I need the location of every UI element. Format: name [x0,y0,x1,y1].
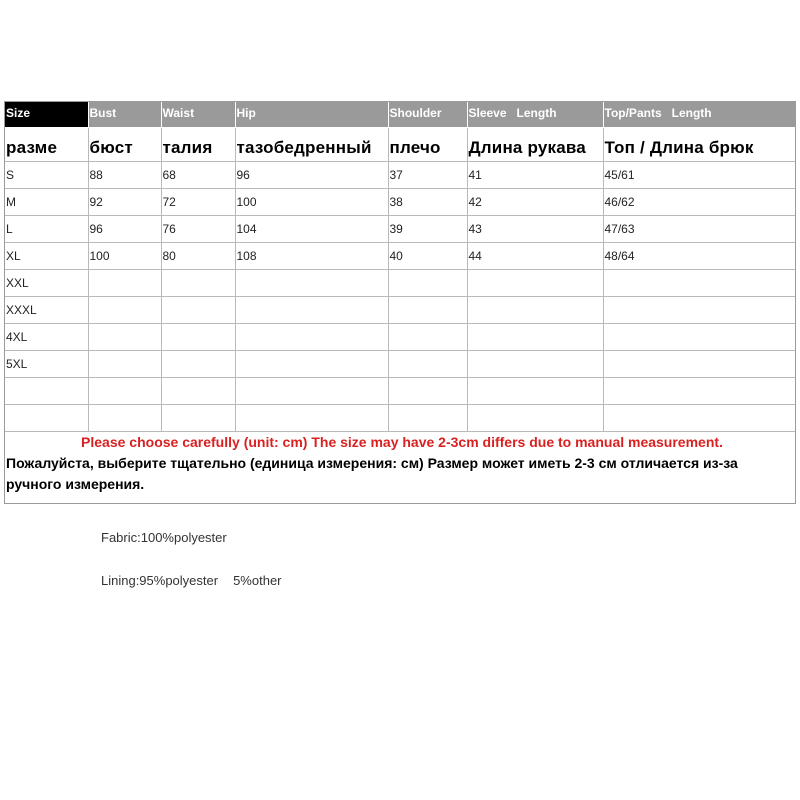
cell-size: XXL [5,269,88,296]
header-waist: Waist [161,102,235,127]
table-row [5,242,795,269]
cell-hip [235,404,388,431]
header-bust: Bust [88,102,161,127]
cell-bust [88,269,161,296]
cell-hip [235,323,388,350]
cell-shoulder [388,323,467,350]
cell-hip [235,350,388,377]
note-row [5,431,795,495]
table-row [5,377,795,404]
cell-bust: 100 [88,242,161,269]
cell-waist: 80 [161,242,235,269]
header-size: Size [5,102,88,127]
table-row [5,215,795,242]
table-row [5,269,795,296]
cell-waist: 76 [161,215,235,242]
cell-waist [161,350,235,377]
cell-top-pants-length: 48/64 [603,242,795,269]
cell-shoulder [388,404,467,431]
cell-waist [161,377,235,404]
table-row [5,161,795,188]
cell-hip [235,377,388,404]
table-row [5,296,795,323]
cell-top-pants-length: 46/62 [603,188,795,215]
fabric-info: Fabric:100%polyester [101,530,227,545]
cell-hip: 108 [235,242,388,269]
table-row [5,188,795,215]
cell-size: XXXL [5,296,88,323]
header-ru-top-pants-length: Топ / Длина брюк [603,127,795,161]
cell-sleeve-length [467,323,603,350]
cell-size: 5XL [5,350,88,377]
cell-size: M [5,188,88,215]
cell-size: XL [5,242,88,269]
cell-hip [235,269,388,296]
cell-sleeve-length [467,377,603,404]
cell-sleeve-length [467,296,603,323]
cell-sleeve-length [467,404,603,431]
cell-size [5,377,88,404]
table-row [5,404,795,431]
cell-bust [88,377,161,404]
cell-top-pants-length [603,377,795,404]
cell-waist [161,323,235,350]
cell-hip: 100 [235,188,388,215]
cell-waist [161,296,235,323]
cell-bust: 96 [88,215,161,242]
cell-top-pants-length: 45/61 [603,161,795,188]
header-row-english [5,102,795,127]
header-sleeve-length: Sleeve Length [467,102,603,127]
cell-bust [88,323,161,350]
header-hip: Hip [235,102,388,127]
cell-top-pants-length [603,296,795,323]
cell-top-pants-length [603,404,795,431]
cell-shoulder [388,377,467,404]
cell-top-pants-length [603,350,795,377]
cell-size: S [5,161,88,188]
cell-bust [88,296,161,323]
cell-bust: 88 [88,161,161,188]
cell-shoulder [388,296,467,323]
header-shoulder: Shoulder [388,102,467,127]
cell-bust: 92 [88,188,161,215]
cell-shoulder [388,350,467,377]
cell-sleeve-length: 43 [467,215,603,242]
table-row [5,350,795,377]
cell-waist: 72 [161,188,235,215]
header-ru-shoulder: плечо [388,127,467,161]
cell-sleeve-length [467,350,603,377]
cell-hip [235,296,388,323]
size-table [5,102,795,495]
note-english: Please choose carefully (unit: cm) The size may have 2-3cm differs due to manual measurement. [81,433,723,450]
header-top-pants-length: Top/Pants Length [603,102,795,127]
header-ru-bust: бюст [88,127,161,161]
cell-waist [161,404,235,431]
note-cell [5,431,795,495]
cell-sleeve-length [467,269,603,296]
cell-waist: 68 [161,161,235,188]
cell-hip: 96 [235,161,388,188]
cell-top-pants-length [603,323,795,350]
cell-sleeve-length: 44 [467,242,603,269]
cell-size: 4XL [5,323,88,350]
cell-bust [88,350,161,377]
header-ru-hip: тазобедренный [235,127,388,161]
table-row [5,323,795,350]
cell-top-pants-length [603,269,795,296]
header-ru-sleeve-length: Длина рукава [467,127,603,161]
cell-size: L [5,215,88,242]
cell-shoulder [388,269,467,296]
cell-bust [88,404,161,431]
cell-size [5,404,88,431]
cell-shoulder: 37 [388,161,467,188]
header-row-russian [5,127,795,161]
header-ru-size: разме [5,127,88,161]
size-chart [4,101,796,504]
lining-other: 5%other [233,573,282,588]
lining-polyester: Lining:95%polyester [101,573,219,588]
cell-waist [161,269,235,296]
lining-info [101,573,282,588]
cell-sleeve-length: 42 [467,188,603,215]
cell-shoulder: 40 [388,242,467,269]
cell-top-pants-length: 47/63 [603,215,795,242]
cell-sleeve-length: 41 [467,161,603,188]
header-ru-waist: талия [161,127,235,161]
note-russian: Пожалуйста, выберите тщательно (единица измерения: см) Размер может иметь 2-3 см отличается из-за ручного измерения. [6,454,738,492]
cell-shoulder: 39 [388,215,467,242]
cell-hip: 104 [235,215,388,242]
cell-shoulder: 38 [388,188,467,215]
